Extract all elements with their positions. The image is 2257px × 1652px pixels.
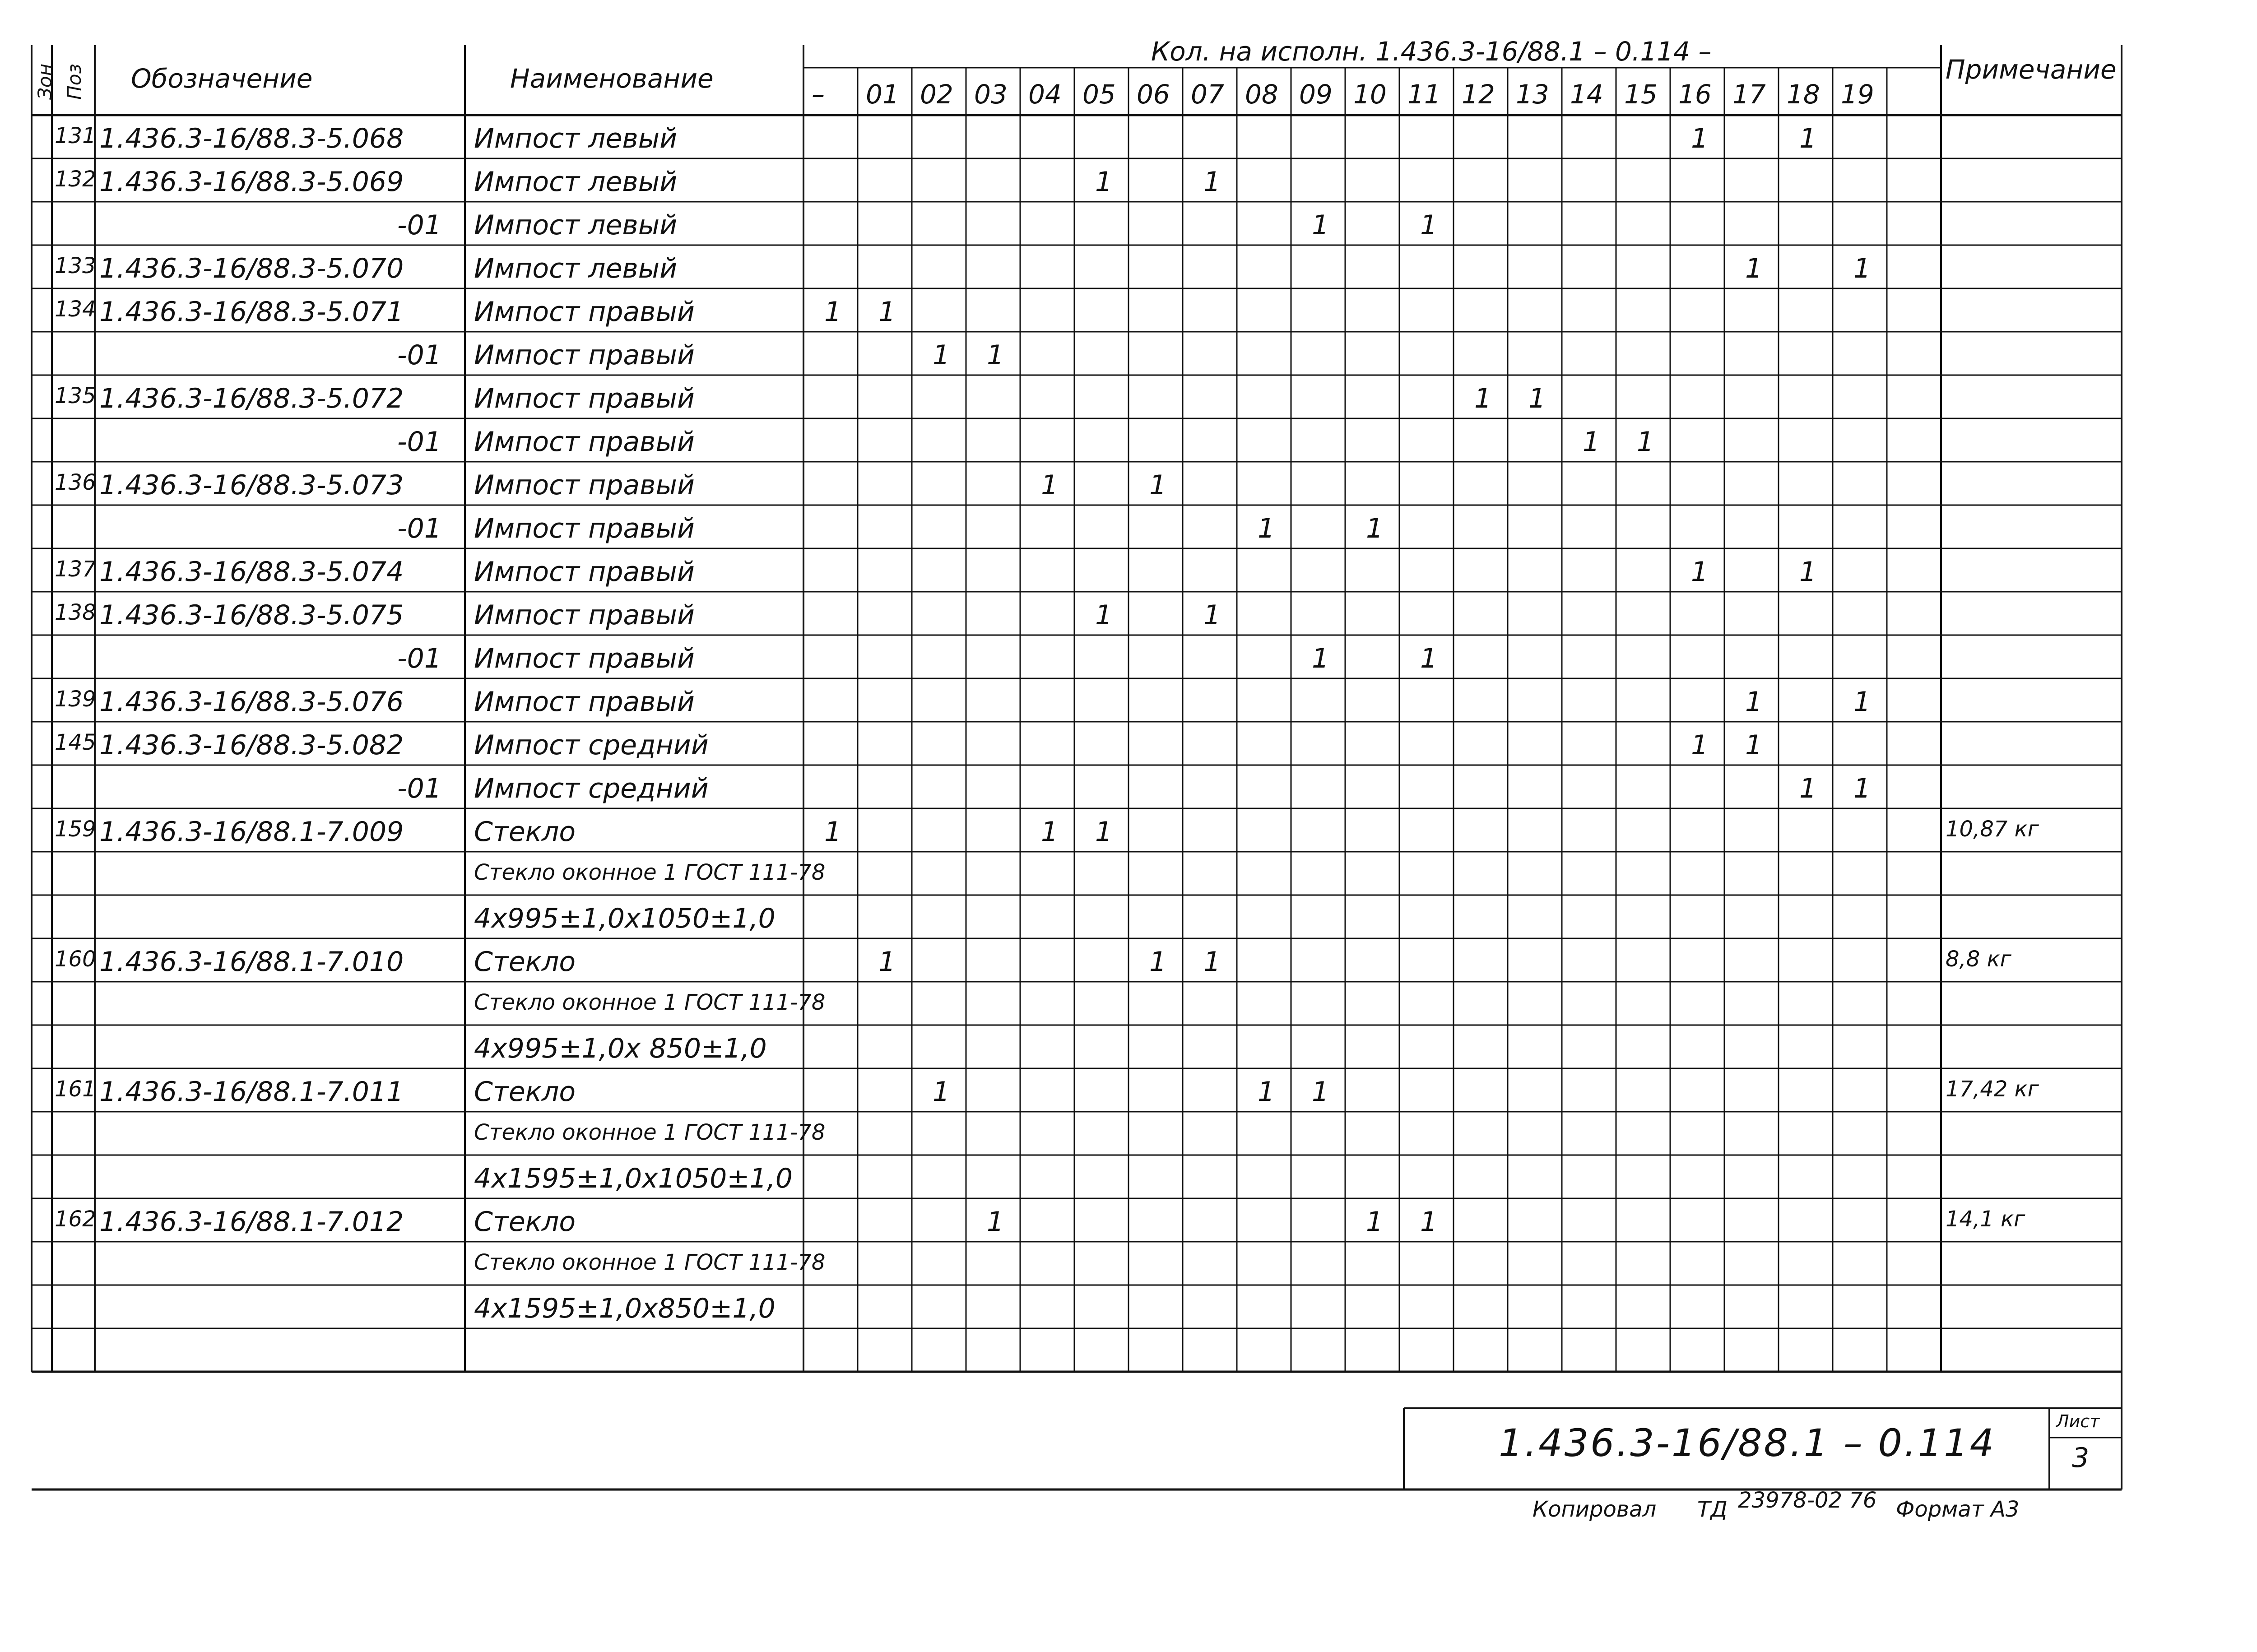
row-name: Импост правый: [474, 383, 695, 414]
row-qty: 1: [1691, 729, 1709, 761]
row-name: Стекло: [474, 816, 576, 848]
row-qty: 1: [1203, 946, 1221, 978]
row-pos: 145: [55, 730, 96, 755]
row-pos: 138: [55, 600, 96, 625]
header-pos: Поз: [63, 64, 85, 100]
row-designation: -01: [397, 339, 441, 371]
row-designation: 1.436.3-16/88.1-7.009: [99, 816, 404, 848]
footer-copied-by: Копировал: [1533, 1497, 1657, 1522]
row-qty: 1: [1312, 209, 1329, 241]
row-qty: 1: [1691, 556, 1709, 588]
row-pos: 160: [55, 947, 96, 972]
row-pos: 139: [55, 687, 96, 712]
variant-header: 01: [866, 79, 899, 110]
row-designation: -01: [397, 643, 441, 674]
row-qty: 1: [1745, 729, 1763, 761]
row-qty: 1: [933, 339, 950, 371]
row-name: 4х1595±1,0х850±1,0: [474, 1293, 776, 1324]
row-qty: 1: [824, 816, 842, 848]
variant-header: 03: [974, 79, 1008, 110]
row-name: Импост средний: [474, 773, 709, 804]
row-designation: 1.436.3-16/88.1-7.010: [99, 946, 404, 978]
variant-header: 16: [1678, 79, 1712, 110]
footer-format: Формат А3: [1896, 1497, 2020, 1522]
row-name: Импост правый: [474, 643, 695, 674]
row-qty: 1: [1258, 513, 1275, 544]
row-qty: 1: [1799, 773, 1817, 804]
row-designation: 1.436.3-16/88.3-5.076: [99, 686, 404, 718]
row-name: Импост правый: [474, 686, 695, 718]
row-qty: 1: [933, 1076, 950, 1108]
row-qty: 1: [1420, 209, 1438, 241]
row-name: Импост левый: [474, 166, 678, 198]
variant-header: 15: [1624, 79, 1658, 110]
header-designation: Обозначение: [131, 63, 313, 94]
variant-header: 18: [1787, 79, 1820, 110]
row-qty: 1: [1420, 1206, 1438, 1238]
variant-header: 17: [1732, 79, 1766, 110]
header-name: Наименование: [510, 63, 714, 94]
row-designation: 1.436.3-16/88.1-7.011: [99, 1076, 404, 1108]
footer-code: 23978-02 76: [1738, 1488, 1877, 1513]
row-qty: 1: [1366, 513, 1384, 544]
variant-header: 08: [1245, 79, 1278, 110]
row-qty: 1: [1041, 816, 1059, 848]
row-designation: 1.436.3-16/88.3-5.075: [99, 599, 404, 631]
row-name: 4х995±1,0х 850±1,0: [474, 1033, 767, 1064]
row-qty: 1: [1312, 643, 1329, 674]
row-qty: 1: [987, 339, 1004, 371]
header-qty-title: Кол. на исполн. 1.436.3-16/88.1 – 0.114 –: [1151, 36, 1712, 67]
row-pos: 133: [55, 253, 96, 278]
row-pos: 137: [55, 557, 96, 582]
row-designation: 1.436.3-16/88.3-5.071: [99, 296, 404, 328]
row-designation: -01: [397, 209, 441, 241]
row-name: 4х1595±1,0х1050±1,0: [474, 1163, 793, 1194]
row-qty: 1: [1095, 816, 1113, 848]
row-name: Импост правый: [474, 426, 695, 458]
row-qty: 1: [1745, 253, 1763, 284]
row-qty: 1: [1420, 643, 1438, 674]
row-qty: 1: [1366, 1206, 1384, 1238]
header-zone: Зон: [34, 63, 56, 100]
footer-signature: ТД: [1697, 1497, 1728, 1522]
row-designation: 1.436.3-16/88.3-5.070: [99, 253, 404, 284]
row-note: 8,8 кг: [1946, 947, 2011, 972]
row-designation: 1.436.3-16/88.3-5.082: [99, 729, 404, 761]
row-qty: 1: [1799, 123, 1817, 154]
row-designation: -01: [397, 773, 441, 804]
row-pos: 134: [55, 297, 96, 322]
variant-header: 10: [1353, 79, 1387, 110]
row-qty: 1: [1474, 383, 1492, 414]
row-designation: 1.436.3-16/88.3-5.073: [99, 469, 404, 501]
row-pos: 135: [55, 383, 96, 408]
row-name: Импост правый: [474, 599, 695, 631]
row-designation: -01: [397, 426, 441, 458]
row-name: Импост средний: [474, 729, 709, 761]
row-name: Стекло: [474, 946, 576, 978]
row-qty: 1: [1691, 123, 1709, 154]
row-name: Стекло оконное 1 ГОСТ 111-78: [474, 1250, 826, 1275]
row-pos: 132: [55, 167, 96, 192]
row-pos: 161: [55, 1077, 96, 1102]
stamp-sheet-label: Лист: [2056, 1411, 2100, 1431]
row-qty: 1: [987, 1206, 1004, 1238]
header-note: Примечание: [1946, 54, 2117, 85]
stamp-sheet-number: 3: [2072, 1442, 2090, 1474]
row-qty: 1: [1745, 686, 1763, 718]
row-name: Импост левый: [474, 123, 678, 154]
row-designation: 1.436.3-16/88.3-5.068: [99, 123, 404, 154]
row-qty: 1: [1258, 1076, 1275, 1108]
variant-header: 19: [1841, 79, 1874, 110]
row-qty: 1: [878, 946, 896, 978]
row-designation: 1.436.3-16/88.3-5.072: [99, 383, 404, 414]
row-pos: 136: [55, 470, 96, 495]
row-name: Импост левый: [474, 209, 678, 241]
row-name: Импост правый: [474, 513, 695, 544]
variant-header: 05: [1082, 79, 1116, 110]
row-note: 14,1 кг: [1946, 1207, 2025, 1232]
variant-header: 12: [1462, 79, 1495, 110]
variant-header: –: [812, 79, 825, 110]
row-qty: 1: [878, 296, 896, 328]
variant-header: 02: [920, 79, 953, 110]
row-name: Стекло оконное 1 ГОСТ 111-78: [474, 990, 826, 1015]
row-qty: 1: [1312, 1076, 1329, 1108]
row-qty: 1: [1853, 773, 1871, 804]
row-name: 4х995±1,0х1050±1,0: [474, 903, 776, 934]
row-name: Стекло оконное 1 ГОСТ 111-78: [474, 860, 826, 885]
row-name: Стекло: [474, 1076, 576, 1108]
row-qty: 1: [1853, 253, 1871, 284]
row-name: Импост правый: [474, 556, 695, 588]
row-name: Импост левый: [474, 253, 678, 284]
row-designation: 1.436.3-16/88.3-5.074: [99, 556, 404, 588]
variant-header: 09: [1299, 79, 1333, 110]
row-designation: 1.436.3-16/88.1-7.012: [99, 1206, 404, 1238]
row-qty: 1: [1203, 599, 1221, 631]
row-note: 10,87 кг: [1946, 817, 2039, 842]
variant-header: 13: [1516, 79, 1549, 110]
row-qty: 1: [1095, 599, 1113, 631]
row-pos: 159: [55, 817, 96, 842]
row-qty: 1: [1095, 166, 1113, 198]
row-name: Импост правый: [474, 339, 695, 371]
row-name: Стекло оконное 1 ГОСТ 111-78: [474, 1120, 826, 1145]
row-designation: -01: [397, 513, 441, 544]
variant-header: 06: [1137, 79, 1170, 110]
row-qty: 1: [1799, 556, 1817, 588]
variant-header: 07: [1191, 79, 1224, 110]
row-name: Импост правый: [474, 296, 695, 328]
row-name: Стекло: [474, 1206, 576, 1238]
row-pos: 162: [55, 1207, 96, 1232]
row-qty: 1: [824, 296, 842, 328]
variant-header: 14: [1570, 79, 1603, 110]
row-qty: 1: [1149, 946, 1167, 978]
stamp-doc-number: 1.436.3-16/88.1 – 0.114: [1499, 1421, 1996, 1465]
row-qty: 1: [1203, 166, 1221, 198]
row-qty: 1: [1637, 426, 1654, 458]
variant-header: 04: [1028, 79, 1062, 110]
row-pos: 131: [55, 123, 96, 148]
row-qty: 1: [1853, 686, 1871, 718]
row-qty: 1: [1041, 469, 1059, 501]
row-qty: 1: [1149, 469, 1167, 501]
variant-header: 11: [1407, 79, 1441, 110]
row-qty: 1: [1583, 426, 1600, 458]
row-designation: 1.436.3-16/88.3-5.069: [99, 166, 404, 198]
row-qty: 1: [1528, 383, 1546, 414]
row-name: Импост правый: [474, 469, 695, 501]
row-note: 17,42 кг: [1946, 1077, 2039, 1102]
